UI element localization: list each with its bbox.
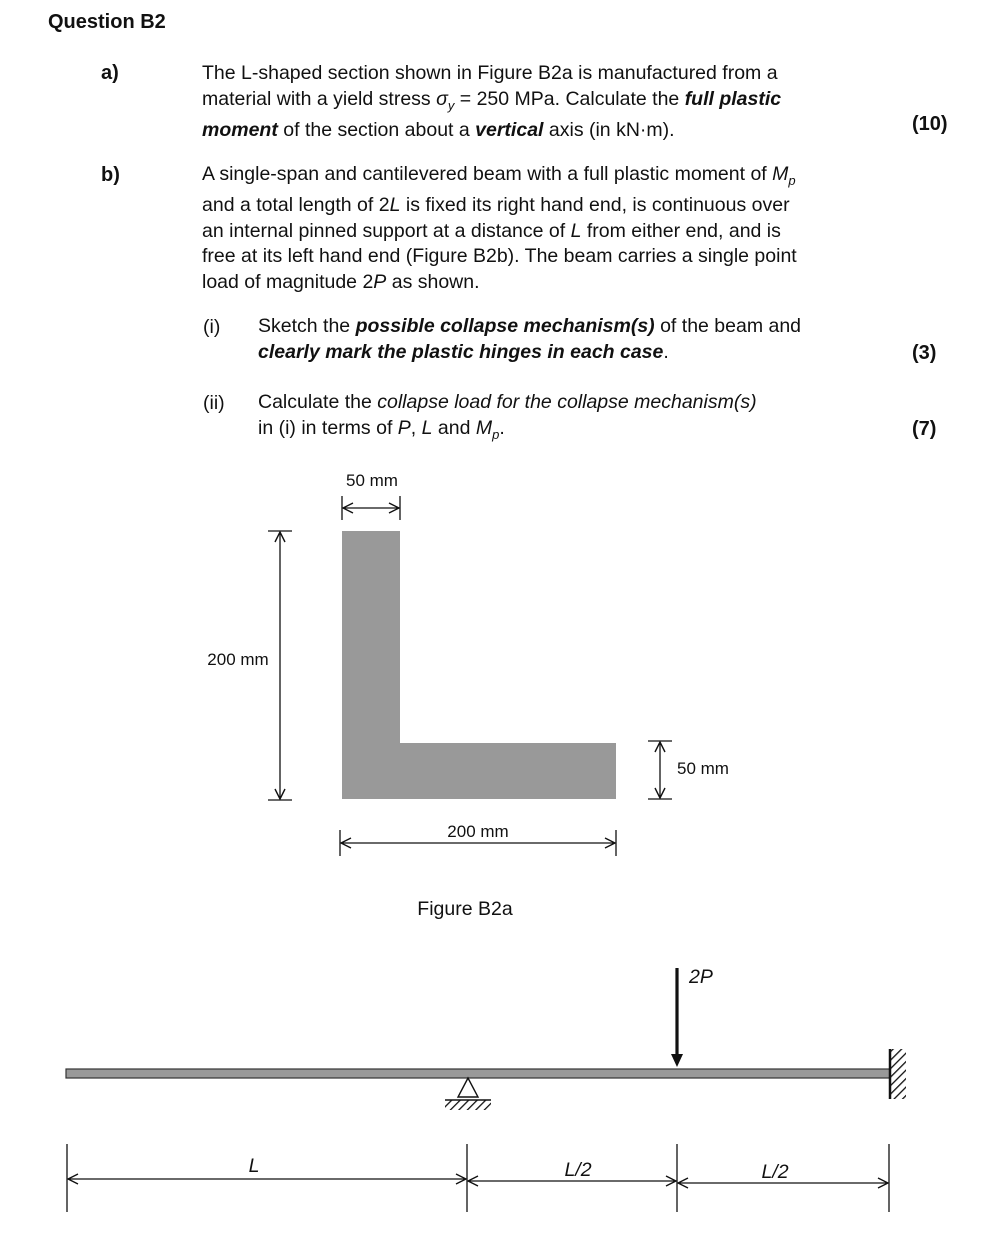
sub-ii-line-1-pre: Calculate the — [258, 391, 378, 413]
sub-i-line-1-pre: Sketch the — [258, 315, 356, 337]
part-a-line-3-end: axis (in kN·m). — [543, 118, 675, 141]
pinned-support — [445, 1078, 491, 1110]
length-symbol: L — [421, 416, 433, 439]
mp-subscript: p — [788, 172, 796, 188]
plastic-hinges-emphasis: clearly mark the plastic hinges in each case — [258, 340, 664, 363]
full-plastic-emphasis: full plastic — [684, 87, 782, 110]
sigma-symbol: σ — [436, 87, 448, 110]
dim-left-label: 200 mm — [207, 650, 269, 669]
part-b-line-2-post: is fixed its right hand end, is continuous over — [400, 194, 790, 217]
part-a-line-3-mid: of the section about a — [277, 118, 476, 141]
dim-bottom-label: 200 mm — [447, 822, 509, 841]
dim-right-label: 50 mm — [677, 759, 729, 778]
point-load-arrow — [671, 968, 683, 1067]
dim-top-label: 50 mm — [346, 471, 398, 490]
sub-ii-label: (ii) — [203, 392, 225, 414]
load-symbol: P — [397, 416, 411, 439]
part-a-label: a) — [101, 62, 119, 84]
part-a-line-1: The L-shaped section shown in Figure B2a is manufactured from a — [202, 62, 778, 84]
part-a-line-2-pre: material with a yield stress — [202, 87, 437, 110]
part-b-line-5-post: as shown. — [386, 270, 480, 293]
part-b-line-1-pre: A single-span and cantilevered beam with a full plastic moment of — [202, 163, 773, 185]
part-b-line-3-pre: an internal pinned support at a distance of — [202, 219, 571, 242]
dim-right-arrow — [648, 741, 672, 799]
figure-b2a-caption: Figure B2a — [417, 898, 513, 920]
period: . — [499, 416, 505, 439]
part-b-line-2-pre: and a total length of 2 — [202, 194, 390, 217]
sigma-subscript: y — [447, 97, 455, 113]
mp-symbol: M — [475, 416, 493, 439]
sub-i-line-1-post: of the beam and — [654, 315, 802, 337]
dim-l2-right-label: L/2 — [761, 1161, 789, 1183]
part-a-line-2-post: = 250 MPa. Calculate the — [454, 87, 685, 110]
load-label: 2P — [689, 966, 713, 988]
length-symbol: L — [389, 194, 401, 217]
dim-top-arrow — [342, 496, 400, 520]
length-symbol: L — [570, 219, 582, 242]
vertical-emphasis: vertical — [475, 118, 544, 141]
figure-b2b — [0, 940, 992, 1244]
sub-i-label: (i) — [203, 316, 221, 338]
fixed-support — [890, 1049, 906, 1099]
beam — [66, 1069, 890, 1078]
mp-subscript: p — [492, 426, 500, 442]
sub-i-line-2-post: . — [663, 340, 669, 363]
collapse-load-emphasis: collapse load for the collapse mechanism(s) — [377, 391, 757, 413]
part-b-line-5-pre: load of magnitude 2 — [202, 270, 374, 293]
load-symbol: P — [373, 270, 387, 293]
sub-ii-line-2-pre: in (i) in terms of — [258, 416, 398, 439]
mp-symbol: M — [772, 163, 789, 185]
question-title: Question B2 — [48, 11, 166, 33]
moment-emphasis: moment — [202, 118, 278, 141]
collapse-mechanism-emphasis: possible collapse mechanism(s) — [355, 315, 655, 337]
part-b-label: b) — [101, 164, 120, 186]
part-b-line-4: free at its left hand end (Figure B2b). The beam carries a single point — [202, 245, 797, 268]
l-section-web — [342, 531, 400, 743]
and-word: and — [432, 416, 476, 439]
separator: , — [410, 416, 422, 439]
part-b-line-3-post: from either end, and is — [581, 219, 781, 242]
dim-l2-left-label: L/2 — [564, 1159, 592, 1181]
sub-i-marks: (3) — [912, 342, 937, 364]
dim-l-label: L — [248, 1155, 260, 1177]
part-a-marks: (10) — [912, 113, 948, 135]
sub-ii-marks: (7) — [912, 418, 937, 440]
l-section-flange — [342, 743, 616, 799]
